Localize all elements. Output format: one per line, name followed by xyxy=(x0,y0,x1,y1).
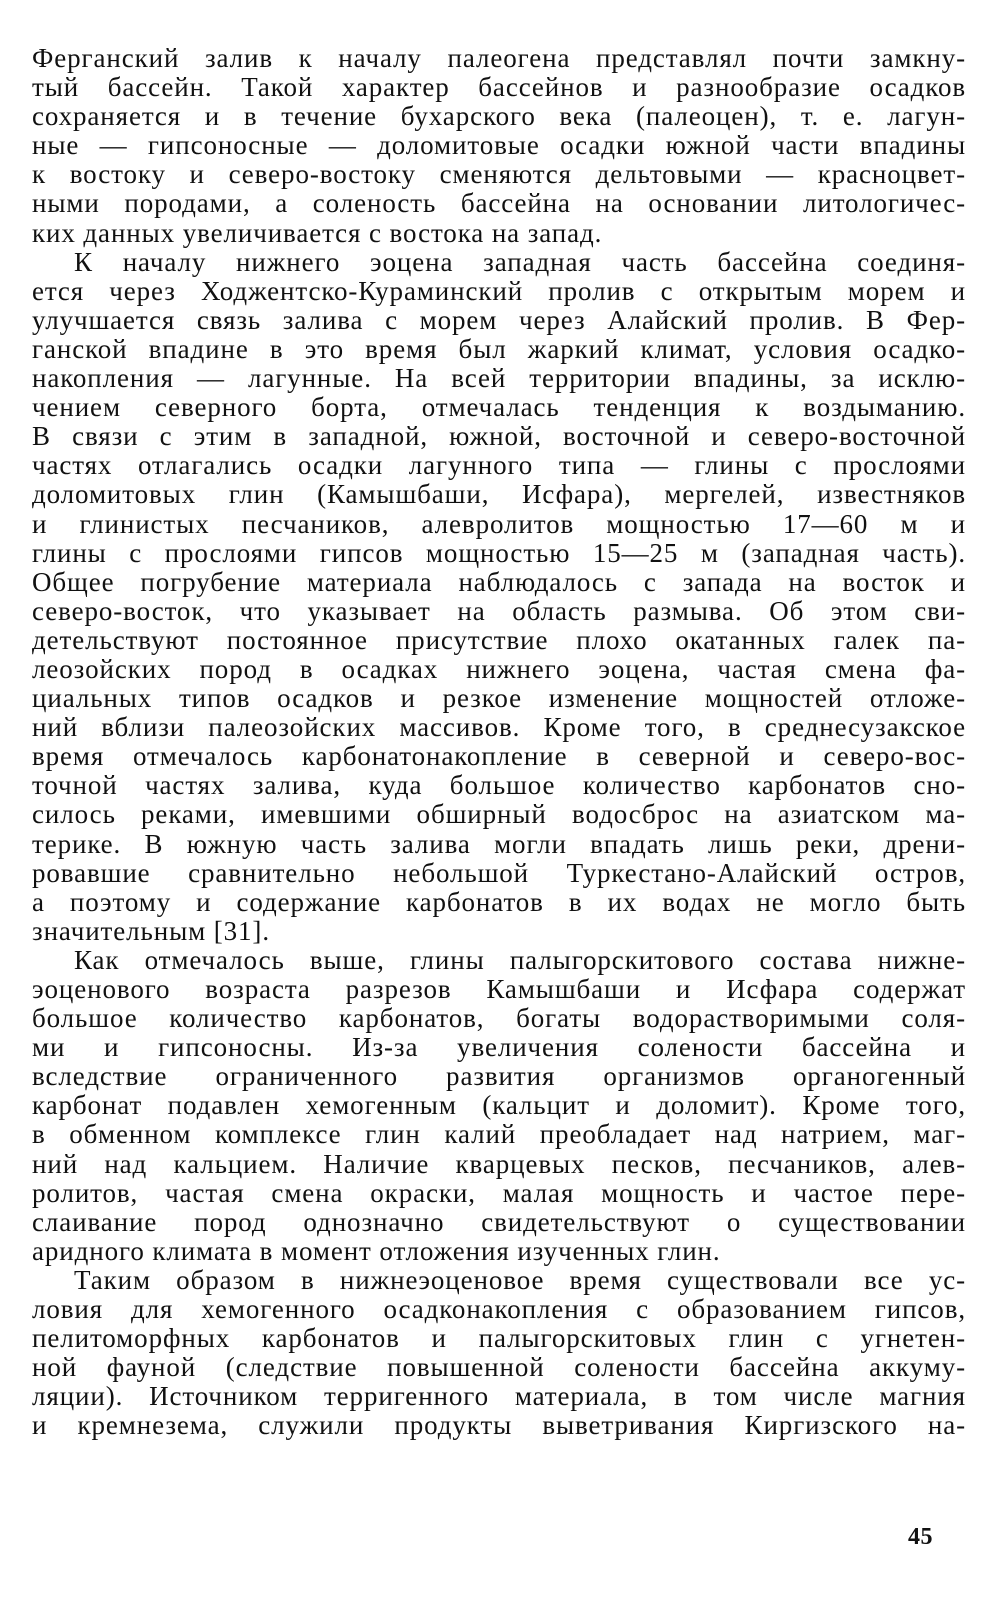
text-line: к востоку и северо-востоку сменяются дельтовыми — красноцвет- xyxy=(32,160,966,190)
text-line: накопления — лагунные. На всей территории впадины, за исклю- xyxy=(32,364,966,394)
paragraph-4 xyxy=(32,1266,966,1441)
text-line: ролитов, частая смена окраски, малая мощность и частое пере- xyxy=(32,1178,966,1208)
text-line: частях отлагались осадки лагунного типа — глины с прослоями xyxy=(32,451,966,481)
text-line: терике. В южную часть залива могли впадать лишь реки, дрени- xyxy=(32,829,966,859)
text-line: ной фауной (следствие повышенной солености бассейна аккуму- xyxy=(32,1353,966,1383)
text-line: ний над кальцием. Наличие кварцевых песков, песчаников, алев- xyxy=(32,1149,966,1179)
text-line: точной частях залива, куда большое количество карбонатов сно- xyxy=(32,771,966,801)
text-line: В связи с этим в западной, южной, восточной и северо-восточной xyxy=(32,422,966,452)
text-line: ловия для хемогенного осадконакопления с образованием гипсов, xyxy=(32,1295,966,1325)
text-line: тый бассейн. Такой характер бассейнов и разнообразие осадков xyxy=(32,73,966,103)
paragraph-2 xyxy=(32,248,966,946)
text-line: ровавшие сравнительно небольшой Туркестано-Алайский остров, xyxy=(32,858,966,888)
text-line: эоценового возраста разрезов Камышбаши и Исфара содержат xyxy=(32,975,966,1004)
text-line: К началу нижнего эоцена западная часть бассейна соединя- xyxy=(74,247,966,277)
text-line: вследствие ограниченного развития организмов органогенный xyxy=(32,1062,966,1092)
text-line: аридного климата в момент отложения изученных глин. xyxy=(32,1236,721,1266)
text-line: ными породами, а соленость бассейна на основании литологичес- xyxy=(32,189,966,219)
text-line: пелитоморфных карбонатов и палыгорскитовых глин с угнетен- xyxy=(32,1324,966,1354)
text-line: и кремнезема, служили продукты выветривания Киргизского на- xyxy=(32,1411,966,1441)
paragraph-1 xyxy=(32,44,966,248)
text-line: глины с прослоями гипсов мощностью 15—25 м (западная часть). xyxy=(32,538,966,568)
text-line: в обменном комплексе глин калий преобладает над натрием, маг- xyxy=(32,1120,966,1150)
text-line: и глинистых песчаников, алевролитов мощностью 17—60 м и xyxy=(32,509,966,539)
text-line: улучшается связь залива с морем через Алайский пролив. В Фер- xyxy=(32,305,966,335)
text-line: а поэтому и содержание карбонатов в их водах не могло быть xyxy=(32,887,966,917)
page-body xyxy=(32,44,966,1441)
text-line: значительным [31]. xyxy=(32,916,270,946)
text-line: слаивание пород однозначно свидетельствуют о существовании xyxy=(32,1207,966,1237)
text-line: ний вблизи палеозойских массивов. Кроме того, в среднесузакское xyxy=(32,713,966,743)
text-line: Ферганский залив к началу палеогена представлял почти замкну- xyxy=(32,44,966,73)
text-line: Общее погрубение материала наблюдалось с запада на восток и xyxy=(32,567,966,597)
text-line: Таким образом в нижнеэоценовое время существовали все ус- xyxy=(74,1265,966,1295)
text-line: чением северного борта, отмечалась тенденция к воздыманию. xyxy=(32,393,966,423)
text-line: ется через Ходжентско-Кураминский пролив с открытым морем и xyxy=(32,276,966,306)
text-line: силось реками, имевшими обширный водосброс на азиатском ма- xyxy=(32,800,966,830)
text-line: время отмечалось карбонатонакопление в северной и северо-вос- xyxy=(32,742,966,772)
text-line: сохраняется и в течение бухарского века (палеоцен), т. е. лагун- xyxy=(32,102,966,132)
text-line: карбонат подавлен хемогенным (кальцит и доломит). Кроме того, xyxy=(32,1091,966,1121)
text-line: Как отмечалось выше, глины палыгорскитового состава нижне- xyxy=(74,945,966,975)
text-line: доломитовых глин (Камышбаши, Исфара), мергелей, известняков xyxy=(32,480,966,510)
text-line: ляции). Источником терригенного материала, в том числе магния xyxy=(32,1382,966,1412)
text-line: ми и гипсоносны. Из-за увеличения солености бассейна и xyxy=(32,1033,966,1063)
page-number: 45 xyxy=(908,1524,933,1550)
text-line: ные — гипсоносные — доломитовые осадки южной части впадины xyxy=(32,131,966,161)
paragraph-3 xyxy=(32,946,966,1266)
text-line: ганской впадине в это время был жаркий климат, условия осадко- xyxy=(32,334,966,364)
text-line: леозойских пород в осадках нижнего эоцена, частая смена фа- xyxy=(32,654,966,684)
text-line: большое количество карбонатов, богаты водорастворимыми соля- xyxy=(32,1004,966,1034)
text-line: северо-восток, что указывает на область размыва. Об этом сви- xyxy=(32,596,966,626)
text-line: детельствуют постоянное присутствие плохо окатанных галек па- xyxy=(32,625,966,655)
text-line: ких данных увеличивается с востока на запад. xyxy=(32,218,603,248)
text-line: циальных типов осадков и резкое изменение мощностей отложе- xyxy=(32,684,966,714)
